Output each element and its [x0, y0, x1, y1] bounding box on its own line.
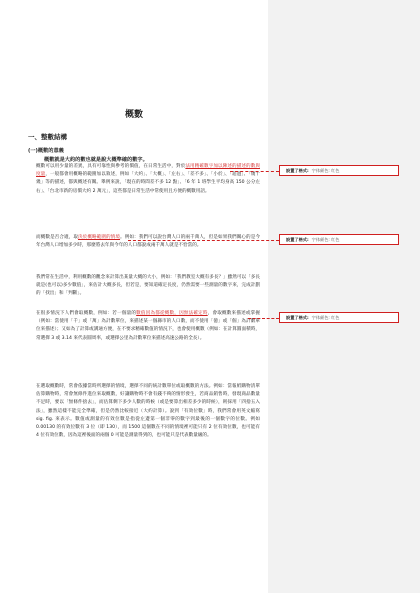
- paragraph-1-revision: 法用精確數字加以陳述的描述的數與度量: [36, 164, 260, 178]
- comment-leader-3: [248, 318, 279, 319]
- paragraph-2: [36, 234, 260, 250]
- subsection-heading: (一)概數的意義: [28, 148, 64, 154]
- comment-leader-1: [230, 171, 279, 172]
- paragraph-4-text-b: ，會取概數來描述或掌握（例如：當使用「千」或「萬」為計數單位，來描述某一個縣市的人口數，而不使用「億」或「個」為計數單位來描述）；又如為了計算或溝通方便，在不要求精確數值的情況下，也會使用概數（例如：在計算圓面積時，常選擇 3 或 3.14 來代表圓周率，或選擇公里為計數單位來描述高速公路的全長）。: [36, 311, 260, 341]
- paragraph-4: [36, 310, 260, 343]
- paragraph-1-text-a: 概數可以用少量的差異，具有可靠性與參考的價值，在日常生活中，對於: [36, 164, 186, 169]
- paragraph-5-text: 在選取概數時，常會依據當時所選擇的情境，選擇不同的統計數單位或取概數的方法。例如：當報紙購物清單估算購物時，常會無條件進位來取概數，好讓購物時不會有錢不夠的情形發生，若商品銷售時，發現商品數量不足時，要以「無條件捨去」，而估算剩下多少人數的時候（或是要算出相差多少的時候），則採用「四捨五入法」，雖然這樣不能完全準確，但是仍然比較接近（大約計算）。說到「有效位數」時，我們常會用英文縮寫 sig. fig. 來表示。數值或測量的有效位數是指從左邊第一個非零的數字到最後的一個數字的位數。例如 0.00130 的有效位數有 3 位（即 130），而 1500 這個數在不同的情境裡可能只有 2 位有效位數，也可能有 4 位有效位數，因為這裡後面的兩個 0 可能是測量得到的，也可能只是代表數量級的。: [36, 384, 260, 439]
- comment-1-label: 設置了格式:: [286, 168, 309, 173]
- format-comment-1[interactable]: [279, 165, 399, 176]
- paragraph-2-text-a: 而概數是否合適，取: [36, 235, 79, 240]
- comment-margin: [268, 0, 420, 593]
- paragraph-1-text-b: ，一般都會用概略的範圍加以敘述，例如「大約」、「大概」、「左右」、「差不多」、「小於」、「超過」、「幾十幾」等的描述，都與概述有關。舉例來說，「現在的時間差不多 12 點」、「6 年 1 班學生平均身高 150 公分左右」、「台北市新的房價大約 2 萬元」，這些都是日常生活中常使用且方便的概數用語。: [36, 172, 260, 194]
- paragraph-2-revision: 決於概略範圍的情境: [78, 235, 121, 240]
- paragraph-3-text: 我們常在生活中，利用概數的觀念來計算出某量大概的大小，例如：「我們教室大概有多長？」雖然可以「多長就是(也可以)多少數值」，來估計大概多長，但若是，要知道確定長度，仍然需要一些測量的數字來，完成計劃的「找出」和「判斷」。: [36, 275, 260, 297]
- paragraph-4-text-a: 在很多情況下人們會取概數，例如：若一個量的: [36, 311, 137, 316]
- comment-3-value: 字体颜色: 红色: [311, 315, 340, 320]
- comment-leader-2: [128, 240, 279, 241]
- document-title: 概數: [124, 110, 143, 120]
- format-comment-2[interactable]: [279, 234, 399, 245]
- comment-2-value: 字体颜色: 红色: [311, 237, 340, 242]
- paragraph-3: [36, 274, 260, 299]
- paragraph-2-text-b: 。例如：我們可以說台灣人口的兩千萬人，但是如果我們關心的是今年台灣人口增加多少時，那麼將去年與今年的人口都說成兩千萬人就是不恰當的。: [36, 235, 260, 249]
- subsubsection-heading: 概數就是大約的數也就是說大概準確的數字。: [44, 157, 148, 163]
- comment-1-value: 字体颜色: 红色: [311, 168, 340, 173]
- paragraph-4-revision: 數值因為都從概數，因無法確定時: [136, 311, 208, 316]
- paragraph-1: [36, 163, 260, 196]
- comment-2-label: 設置了格式:: [286, 237, 309, 242]
- section-heading: 一、整數結構: [28, 133, 67, 141]
- format-comment-3[interactable]: [279, 312, 399, 323]
- paragraph-5: [36, 383, 260, 440]
- comment-3-label: 設置了格式:: [286, 315, 309, 320]
